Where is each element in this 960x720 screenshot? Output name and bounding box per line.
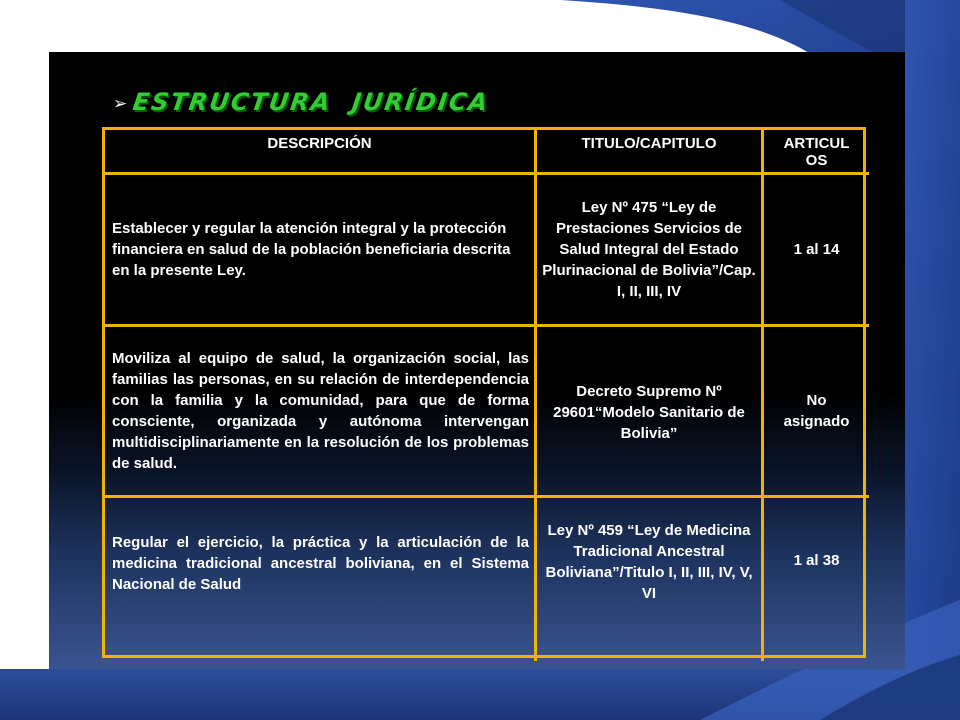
table-row-3-descripcion [105, 498, 537, 661]
row-2-titulo-text: Decreto Supremo Nº 29601“Modelo Sanitario de Bolivia” [553, 383, 745, 442]
table-row-1-descripcion [105, 175, 537, 327]
heading-title: ESTRUCTURA JURÍDICA [131, 88, 492, 116]
header-articulos: ARTICUL OS [764, 130, 869, 175]
table-row-3-titulo [537, 498, 764, 661]
row-1-descripcion-text: Establecer y regular la atención integral y la protección financiera en salud de la población beneficiaria descrita en la presente Ley. [112, 220, 511, 279]
table-row-2-descripcion [105, 327, 537, 498]
row-2-descripcion-text: Moviliza al equipo de salud, la organización social, las familias las personas, en su relación de interdependencia con la familia y la comunidad, para que de forma consciente, organizada y autónoma intervengan multidisciplinariamente en la resolución de los problemas de salud. [112, 350, 529, 472]
legal-structure-table [102, 127, 866, 658]
table-row-1-titulo [537, 175, 764, 327]
row-3-descripcion-text: Regular el ejercicio, la práctica y la articulación de la medicina tradicional ancestral boliviana, en el Sistema Nacional de Salud [112, 534, 529, 593]
row-2-articulos-text: No asignado [783, 392, 850, 430]
row-3-titulo-text: Ley Nº 459 “Ley de Medicina Tradicional Ancestral Boliviana”/Titulo I, II, III, IV, V, VI [545, 522, 753, 602]
table-row-2-titulo [537, 327, 764, 498]
table-row-2-articulos [764, 327, 869, 498]
row-1-titulo-text: Ley Nº 475 “Ley de Prestaciones Servicios de Salud Integral del Estado Plurinacional de Bolivia”/Cap. I, II, III, IV [542, 199, 756, 300]
table-row-1-articulos [764, 175, 869, 327]
header-titulo-capitulo: TITULO/CAPITULO [537, 130, 764, 175]
arrowhead-bullet-icon: ➢ [113, 94, 128, 113]
table-row-3-articulos [764, 498, 869, 661]
row-3-articulos-text: 1 al 38 [793, 552, 840, 569]
header-descripcion: DESCRIPCIÓN [105, 130, 537, 175]
row-1-articulos-text: 1 al 14 [793, 241, 840, 258]
section-heading [113, 84, 492, 120]
